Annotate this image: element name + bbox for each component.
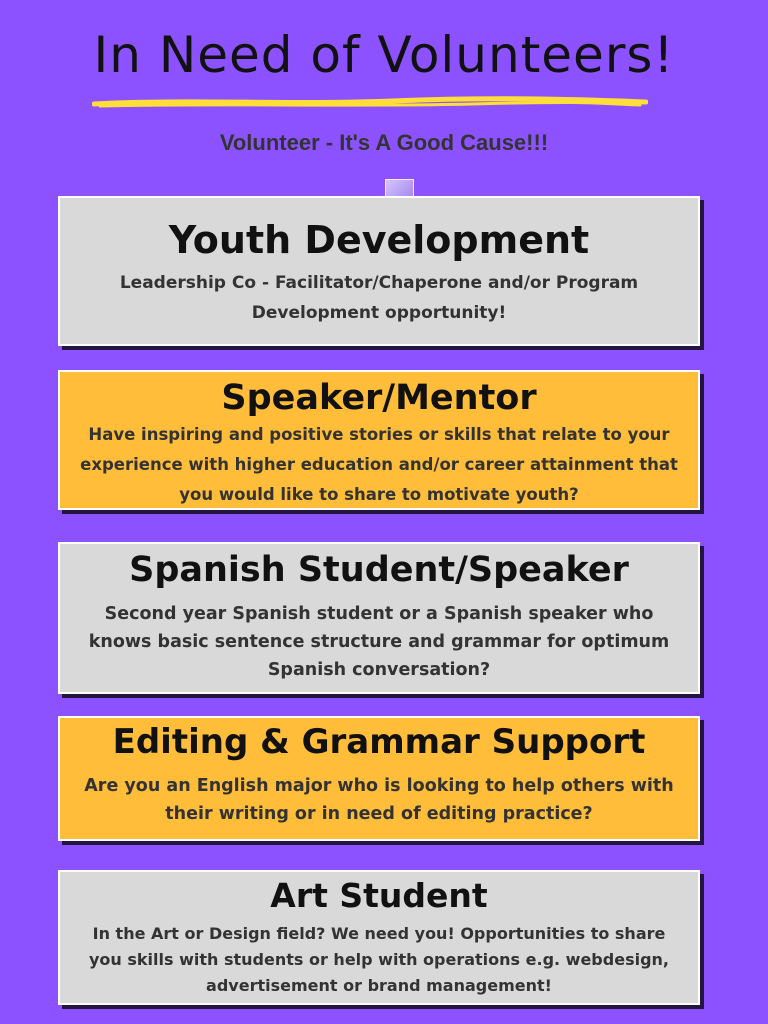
card-youth-development: [58, 196, 700, 346]
card-description: In the Art or Design field? We need you! Opportunities to share you skills with students or help with operations e.g. webdesign, advertisement or brand management!: [89, 924, 669, 995]
card-title: Art Student: [270, 876, 488, 915]
card-editing-grammar-support: [58, 716, 700, 841]
card-art-student: [58, 870, 700, 1005]
card-description: Leadership Co - Facilitator/Chaperone and/or Program Development opportunity!: [119, 273, 639, 323]
card-title: Editing & Grammar Support: [112, 722, 646, 762]
card-speaker-mentor: [58, 370, 700, 510]
card-spanish-student-speaker: [58, 542, 700, 694]
page-title: In Need of Volunteers!: [93, 26, 675, 84]
card-title: Spanish Student/Speaker: [129, 550, 629, 590]
card-title: Speaker/Mentor: [221, 378, 537, 418]
subtitle: Volunteer - It's A Good Cause!!!: [219, 130, 549, 155]
card-description: Have inspiring and positive stories or skills that relate to your experience with higher education and/or career attainment that you would like to share to motivate youth?: [80, 425, 678, 504]
card-description: Second year Spanish student or a Spanish speaker who knows basic sentence structure and grammar for optimum Spanish conversation?: [88, 604, 670, 680]
card-title: Youth Development: [168, 218, 590, 262]
card-description: Are you an English major who is looking to help others with their writing or in need of editing practice?: [84, 776, 674, 824]
title-underline: [92, 96, 648, 110]
